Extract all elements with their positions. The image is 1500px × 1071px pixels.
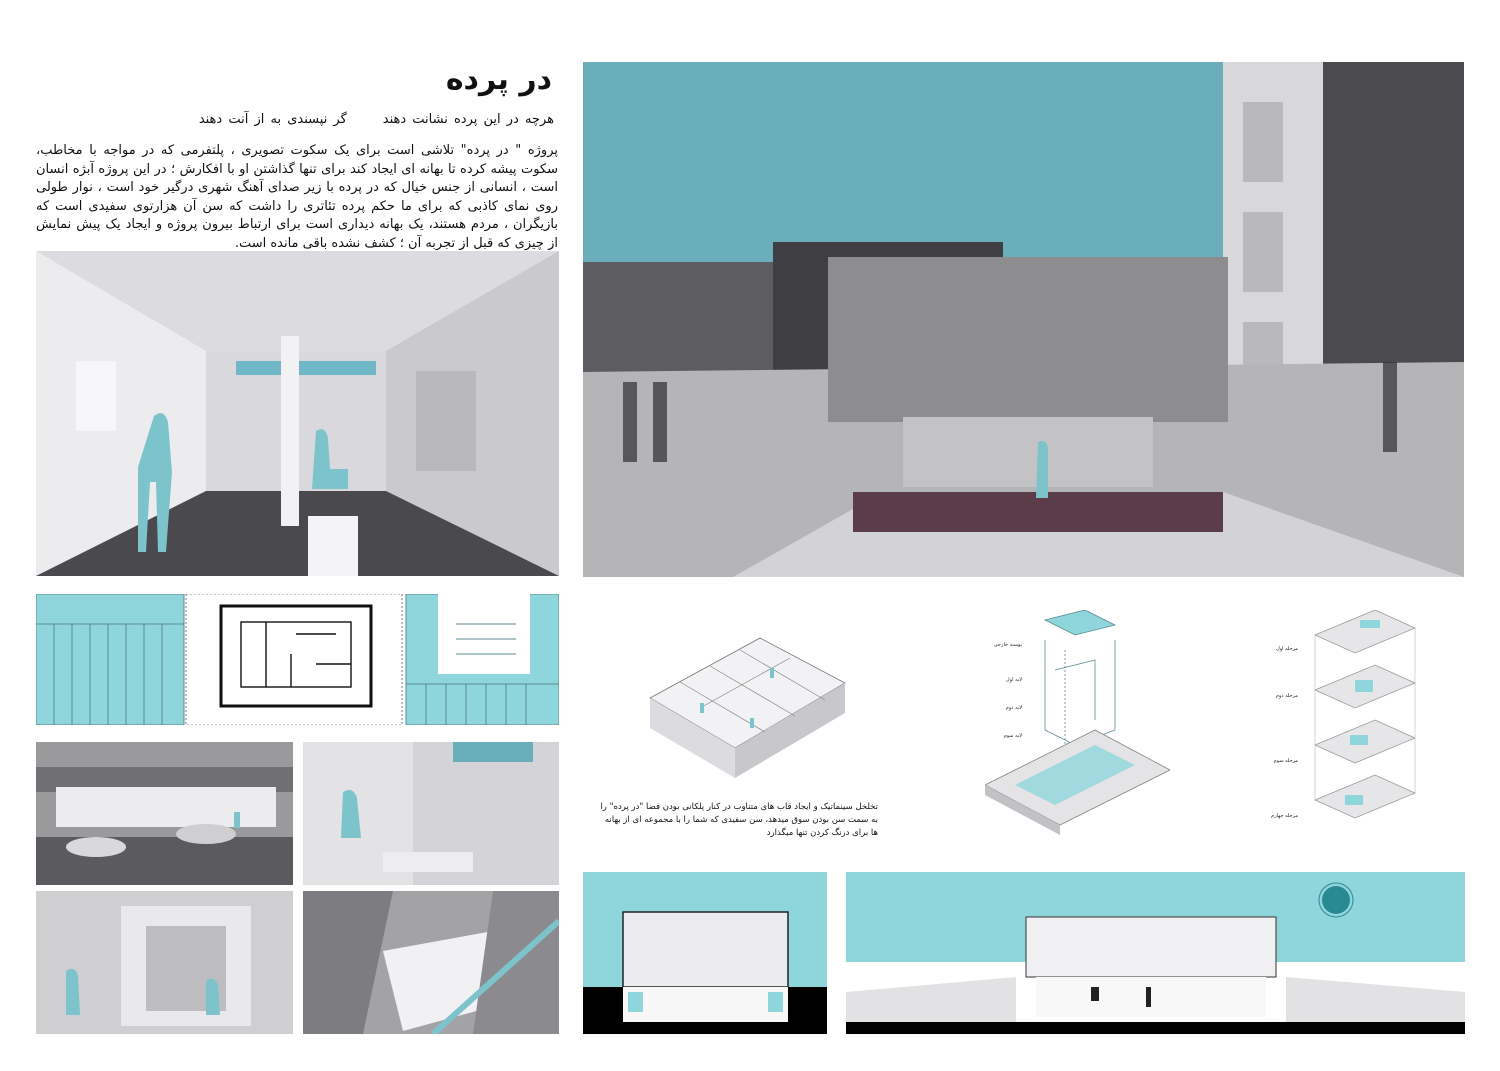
stages-diagram [1305, 610, 1420, 835]
street-view-render [36, 742, 293, 885]
stage-label-2: مرحله دوم [1275, 693, 1298, 699]
cross-section-drawing [583, 872, 827, 1034]
long-section-drawing [846, 872, 1465, 1034]
seated-figure-render [303, 742, 559, 885]
stage-label-3: مرحله سوم [1273, 758, 1298, 764]
framed-window-render [36, 891, 293, 1034]
layer-label-1: پوسته خارجی [993, 642, 1022, 648]
layer-label-4: لایه سوم [1003, 733, 1022, 739]
subtitle-verse-part2: گر نپسندی به از آنت دهند [198, 112, 347, 127]
axonometric-cutaway-diagram [640, 608, 855, 798]
subtitle-verse [199, 112, 554, 127]
axon-caption: تخلخل سینماتیک و ایجاد قاب های متناوب در کنار پلکانی بودن فضا "در پرده" را به سمت سن بودن سوق میدهد، سن سفیدی که شما را با مجموعه ای از بهانه ها برای درنگ کردن تنها میگذارد [600, 802, 878, 838]
stage-label-1: مرحله اول [1276, 646, 1298, 652]
interior-render [36, 251, 559, 576]
subtitle-verse-part1: هرچه در این پرده نشانت دهند [382, 112, 554, 127]
aerial-context-render [303, 891, 559, 1034]
stage-label-4: مرحله چهارم [1271, 813, 1298, 819]
project-description: پروژه " در پرده" تلاشی است برای یک سکوت تصویری ، پلتفرمی که در مواجه با مخاطب، سکوت پیشه کرده تا بهانه ای ایجاد کند برای تنها گذاشتن او با افکارش ؛ در این پروژه آبژه انسان است ، انسانی از جنس خیال که در پرده با زیر صدای آهنگ شهری درگیر خود است ، نوار طولی روی نمای کاذبی که برای ما حکم پرده تئاتری را داشت که سن آن هزارتوی سفیدی است که بازیگران ، مردم هستند، یک بهانه دیداری است برای ارتباط بیرون پروژه و ایجاد یک پیش نمایش از چیزی که قبل از تجربه آن ؛ کشف نشده باقی مانده است. [36, 143, 558, 251]
layer-label-3: لایه دوم [1005, 705, 1022, 711]
floor-plan-strip [36, 594, 559, 725]
page-title: در پرده [445, 62, 552, 97]
layer-label-2: لایه اول [1006, 677, 1022, 683]
exterior-perspective-render [583, 62, 1464, 577]
